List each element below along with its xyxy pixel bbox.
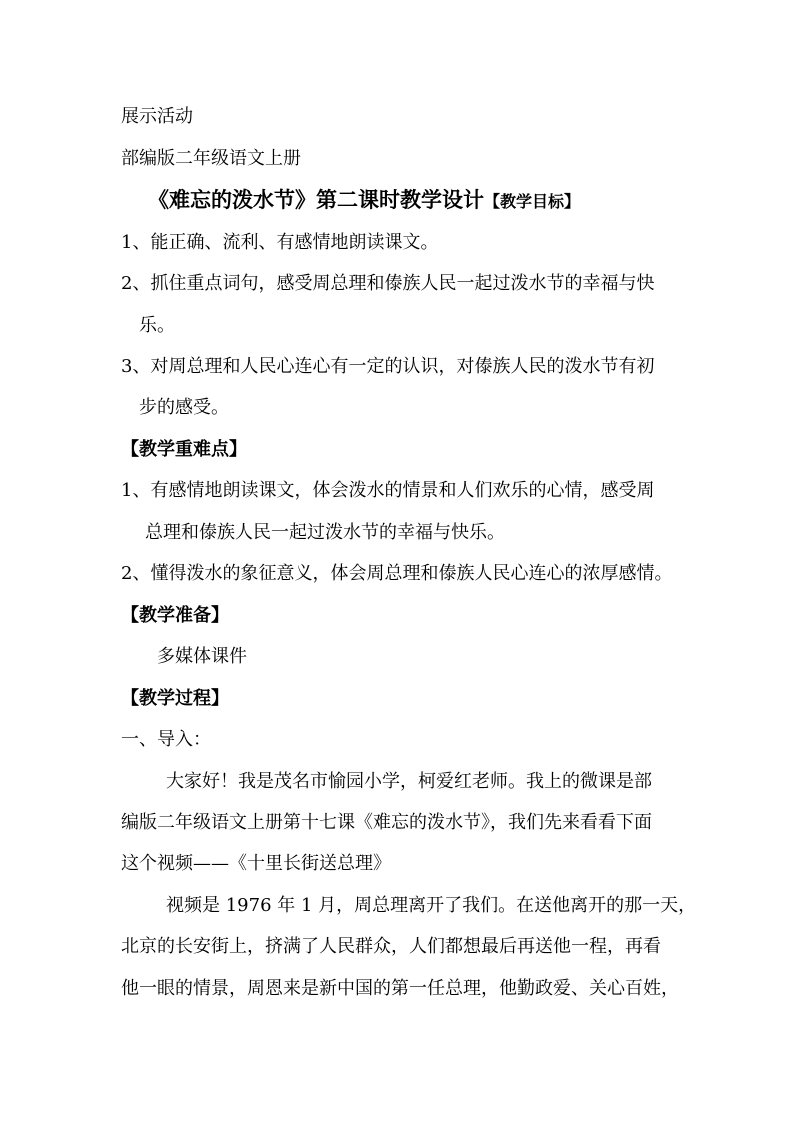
intro-line: 编版二年级语文上册第十七课《难忘的泼水节》，我们先来看看下面 [121,812,652,833]
intro-line: 这个视频——《十里长街送总理》 [121,853,391,874]
key-points-heading: 【教学重难点】 [121,439,247,460]
intro-line: 大家好！我是茂名市愉园小学，柯爱红老师。我上的微课是部 [166,771,652,792]
process-heading: 【教学过程】 [121,688,229,709]
header-label: 展示活动 [121,106,193,127]
video-line: 北京的长安街上，挤满了人民群众，人们都想最后再送他一程，再看 [121,936,661,957]
document-title [148,188,580,214]
objective-line: 1、能正确、流利、有感情地朗读课文。 [121,232,439,253]
objective-line: 乐。 [139,315,175,336]
title-tag: 【教学目标】 [484,192,581,211]
preparation-heading: 【教学准备】 [121,605,229,626]
key-point-line: 1、有感情地朗读课文，体会泼水的情景和人们欢乐的心情，感受周 [121,480,655,501]
preparation-text: 多媒体课件 [157,646,247,667]
objective-line: 3、对周总理和人民心连心有一定的认识，对傣族人民的泼水节有初 [121,356,655,377]
objective-line: 步的感受。 [139,397,229,418]
video-line: 视频是 1976 年 1 月，周总理离开了我们。在送他离开的那一天， [166,895,697,916]
section1-heading: 一、导入： [121,729,211,750]
key-point-line: 总理和傣族人民一起过泼水节的幸福与快乐。 [145,522,505,543]
key-point-line: 2、懂得泼水的象征意义，体会周总理和傣族人民心连心的浓厚感情。 [121,563,673,584]
subtitle: 部编版二年级语文上册 [121,148,301,169]
objective-line: 2、抓住重点词句，感受周总理和傣族人民一起过泼水节的幸福与快 [121,273,655,294]
video-line: 他一眼的情景，周恩来是新中国的第一任总理，他勤政爱、关心百姓， [121,978,679,999]
title-main: 《难忘的泼水节》第二课时教学设计 [148,187,484,212]
